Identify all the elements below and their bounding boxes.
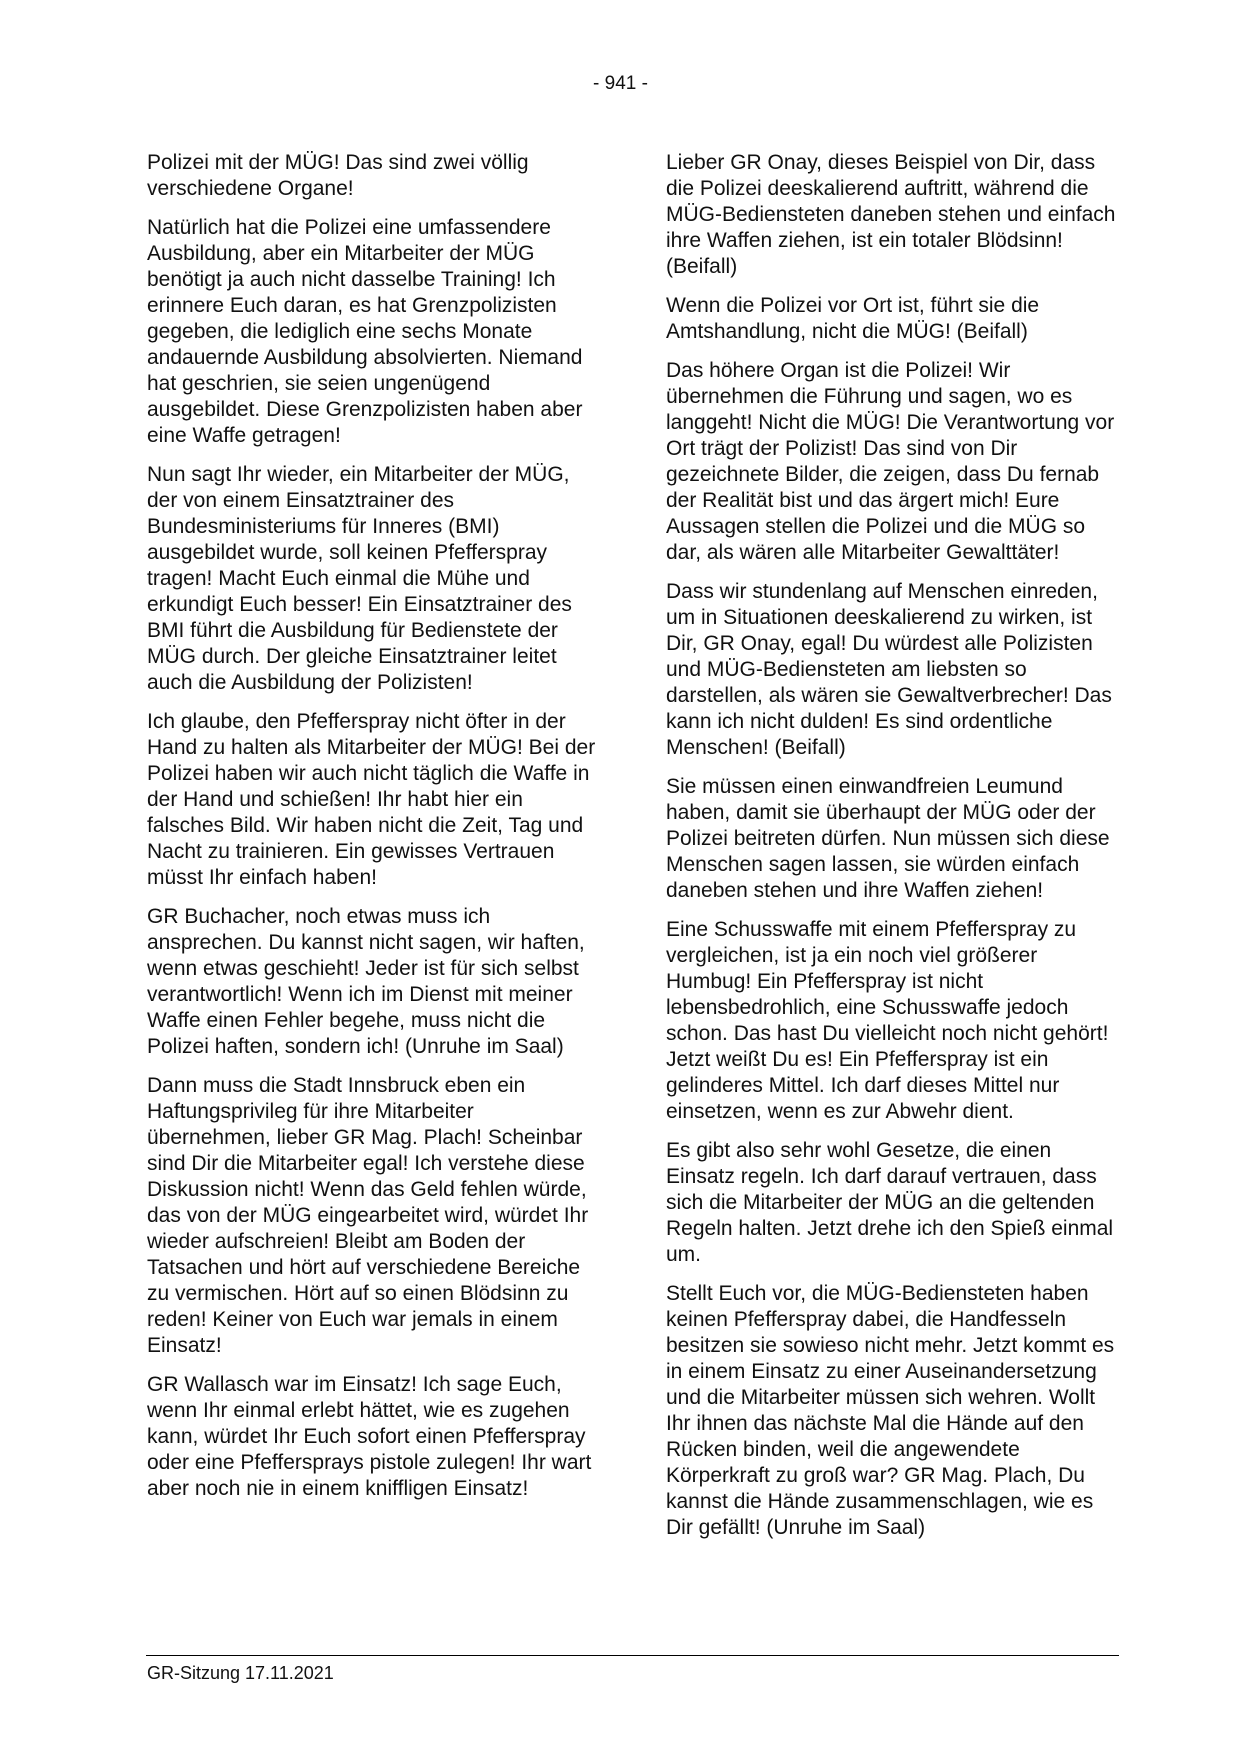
paragraph: Dass wir stundenlang auf Menschen einreden, um in Situationen deeskalierend zu wirken, ist Dir, GR Onay, egal! Du würdest alle Polizisten und MÜG-Bediensteten am liebsten so darstellen, als wären sie Gewaltverbrecher! Das kann ich nicht dulden! Es sind ordentliche Menschen! (Beifall) xyxy=(666,580,1112,759)
footer-divider xyxy=(146,1655,1119,1656)
paragraph: Sie müssen einen einwandfreien Leumund haben, damit sie überhaupt der MÜG oder der Polizei beitreten dürfen. Nun müssen sich diese Menschen sagen lassen, sie würden einfach daneben stehen und ihre Waffen ziehen! xyxy=(666,775,1110,902)
right-column xyxy=(666,150,1119,1554)
left-column xyxy=(147,150,600,1515)
paragraph: Das höhere Organ ist die Polizei! Wir übernehmen die Führung und sagen, wo es langgeht! Nicht die MÜG! Die Verantwortung vor Ort trägt der Polizist! Das sind von Dir gezeichnete Bilder, die zeigen, dass Du fernab der Realität bist und das ärgert mich! Eure Aussagen stellen die Polizei und die MÜG so dar, als wären alle Mitarbeiter Gewalttäter! xyxy=(666,359,1115,564)
paragraph: Nun sagt Ihr wieder, ein Mitarbeiter der MÜG, der von einem Einsatztrainer des Bundesministeriums für Inneres (BMI) ausgebildet wurde, soll keinen Pfefferspray tragen! Macht Euch einmal die Mühe und erkundigt Euch besser! Ein Einsatztrainer des BMI führt die Ausbildung für Bedienstete der MÜG durch. Der gleiche Einsatztrainer leitet auch die Ausbildung der Polizisten! xyxy=(147,463,572,694)
paragraph: Es gibt also sehr wohl Gesetze, die einen Einsatz regeln. Ich darf darauf vertrauen, dass sich die Mitarbeiter der MÜG an die geltenden Regeln halten. Jetzt drehe ich den Spieß einmal um. xyxy=(666,1139,1114,1266)
paragraph: Eine Schusswaffe mit einem Pfefferspray zu vergleichen, ist ja ein noch viel größerer Humbug! Ein Pfefferspray ist nicht lebensbedrohlich, eine Schusswaffe jedoch schon. Das hast Du vielleicht noch nicht gehört! Jetzt weißt Du es! Ein Pfefferspray ist ein gelinderes Mittel. Ich darf dieses Mittel nur einsetzen, wenn es zur Abwehr dient. xyxy=(666,918,1109,1123)
paragraph: Dann muss die Stadt Innsbruck eben ein Haftungsprivileg für ihre Mitarbeiter übernehmen, lieber GR Mag. Plach! Scheinbar sind Dir die Mitarbeiter egal! Ich verstehe diese Diskussion nicht! Wenn das Geld fehlen würde, das von der MÜG eingearbeitet wird, würdet Ihr wieder aufschreien! Bleibt am Boden der Tatsachen und hört auf verschiedene Bereiche zu vermischen. Hört auf so einen Blödsinn zu reden! Keiner von Euch war jemals in einem Einsatz! xyxy=(147,1074,589,1357)
paragraph: Ich glaube, den Pfefferspray nicht öfter in der Hand zu halten als Mitarbeiter der MÜG! Bei der Polizei haben wir auch nicht täglich die Waffe in der Hand und schießen! Ihr habt hier ein falsches Bild. Wir haben nicht die Zeit, Tag und Nacht zu trainieren. Ein gewisses Vertrauen müsst Ihr einfach haben! xyxy=(147,710,596,889)
paragraph: Stellt Euch vor, die MÜG-Bediensteten haben keinen Pfefferspray dabei, die Handfesseln besitzen sie sowieso nicht mehr. Jetzt kommt es in einem Einsatz zu einer Auseinandersetzung und die Mitarbeiter müssen sich wehren. Wollt Ihr ihnen das nächste Mal die Hände auf den Rücken binden, weil die angewendete Körperkraft zu groß war? GR Mag. Plach, Du kannst die Hände zusammenschlagen, wie es Dir gefällt! (Unruhe im Saal) xyxy=(666,1282,1115,1539)
paragraph: Wenn die Polizei vor Ort ist, führt sie die Amtshandlung, nicht die MÜG! (Beifall) xyxy=(666,294,1040,343)
paragraph: Lieber GR Onay, dieses Beispiel von Dir, dass die Polizei deeskalierend auftritt, während die MÜG-Bediensteten daneben stehen und einfach ihre Waffen ziehen, ist ein totaler Blödsinn! (Beifall) xyxy=(666,151,1116,278)
paragraph: Polizei mit der MÜG! Das sind zwei völlig verschiedene Organe! xyxy=(147,151,529,200)
footer-session-date: GR-Sitzung 17.11.2021 xyxy=(147,1663,334,1683)
page-number: - 941 - xyxy=(593,73,648,94)
paragraph: GR Wallasch war im Einsatz! Ich sage Euch, wenn Ihr einmal erlebt hättet, wie es zugehen kann, würdet Ihr Euch sofort einen Pfefferspray oder eine Pfeffersprays pistole zulegen! Ihr wart aber noch nie in einem kniffligen Einsatz! xyxy=(147,1373,592,1500)
paragraph: Natürlich hat die Polizei eine umfassendere Ausbildung, aber ein Mitarbeiter der MÜG benötigt ja auch nicht dasselbe Training! Ich erinnere Euch daran, es hat Grenzpolizisten gegeben, die lediglich eine sechs Monate andauernde Ausbildung absolvierten. Niemand hat geschrien, sie seien ungenügend ausgebildet. Diese Grenzpolizisten haben aber eine Waffe getragen! xyxy=(147,216,583,447)
paragraph: GR Buchacher, noch etwas muss ich ansprechen. Du kannst nicht sagen, wir haften, wenn etwas geschieht! Jeder ist für sich selbst verantwortlich! Wenn ich im Dienst mit meiner Waffe einen Fehler begehe, muss nicht die Polizei haften, sondern ich! (Unruhe im Saal) xyxy=(147,905,585,1058)
